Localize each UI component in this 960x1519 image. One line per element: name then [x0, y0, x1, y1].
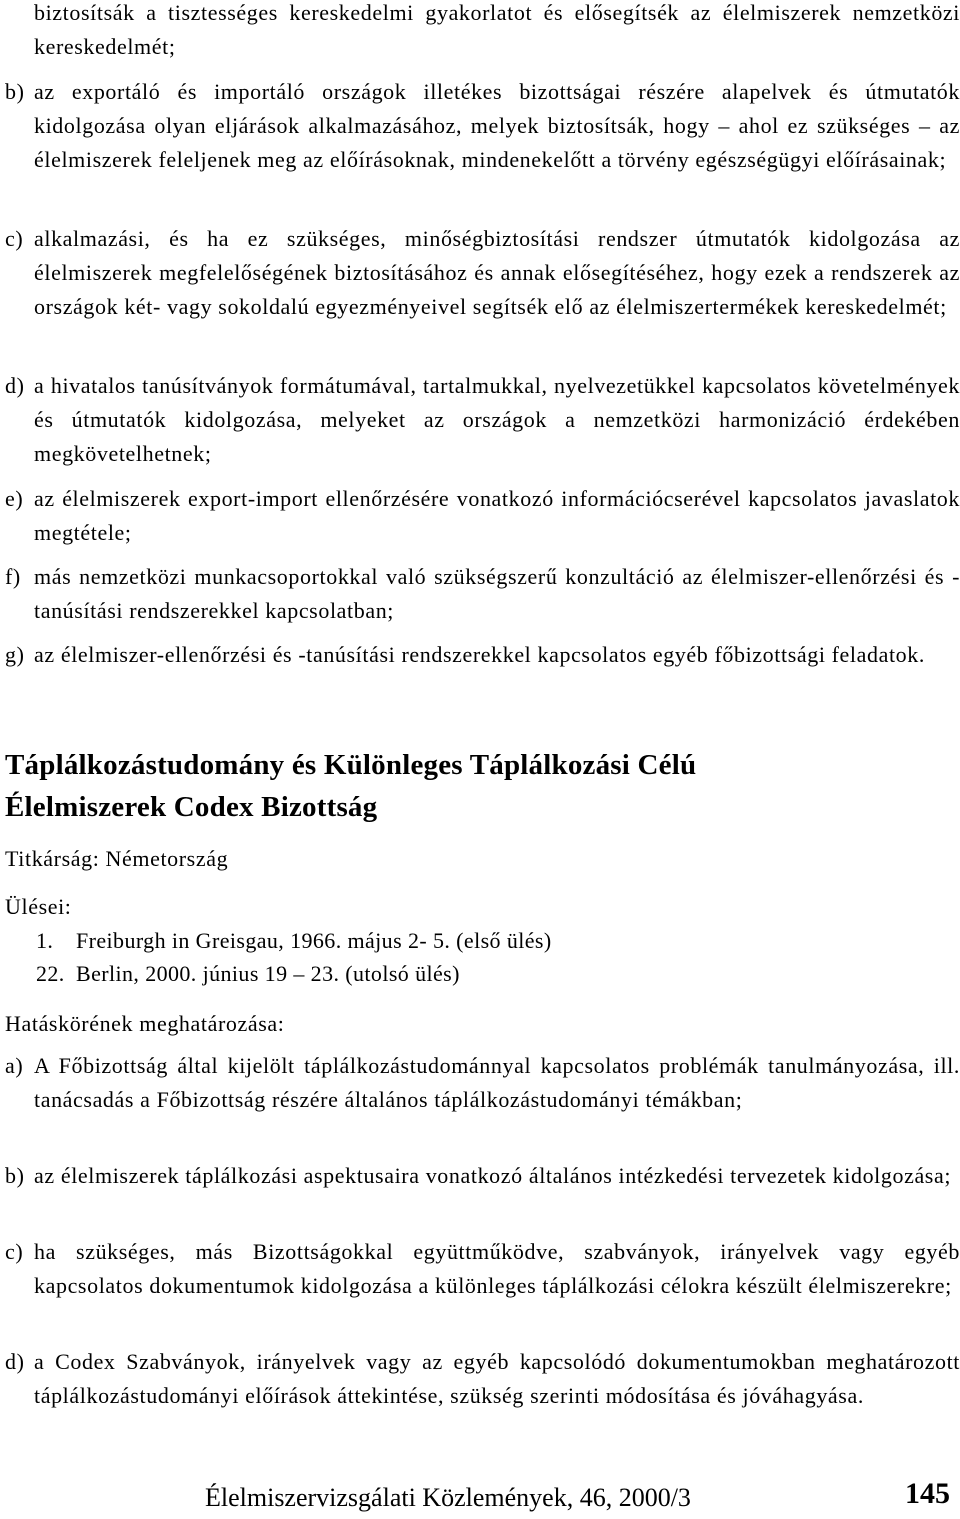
item-label: e) [5, 486, 24, 511]
item-label: d) [5, 373, 25, 398]
secretariat: Titkárság: Németország [5, 846, 229, 871]
session-text: Berlin, 2000. június 19 – 23. (utolsó ülés) [76, 961, 460, 986]
list-item [0, 222, 960, 324]
item-label: b) [5, 79, 25, 104]
item-text: ha szükséges, más Bizottságokkal együttműködve, szabványok, irányelvek vagy egyéb kapcsolatos dokumentumok kidolgozása a különleges táplálkozási célokra készült élelmiszerekre; [34, 1239, 960, 1298]
item-label: b) [5, 1163, 25, 1188]
list-item [0, 75, 960, 177]
session-number: 1. [36, 928, 54, 953]
item-label: c) [5, 226, 24, 251]
item-label: c) [5, 1239, 24, 1264]
scope-item [0, 1049, 960, 1117]
list-continuation [0, 0, 960, 64]
list-item [0, 560, 960, 628]
item-label: g) [5, 642, 25, 667]
section-title-line1: Táplálkozástudomány és Különleges Táplálkozási Célú [5, 749, 697, 781]
item-label: f) [5, 564, 21, 589]
item-text: az élelmiszer-ellenőrzési és -tanúsítási rendszerekkel kapcsolatos egyéb főbizottsági feladatok. [34, 642, 925, 667]
page-number: 145 [905, 1477, 950, 1510]
session-item [36, 924, 552, 958]
session-text: Freiburgh in Greisgau, 1966. május 2- 5. (első ülés) [76, 928, 552, 953]
scope-label: Hatáskörének meghatározása: [5, 1011, 285, 1036]
sessions-label: Ülései: [5, 894, 72, 919]
scope-item [0, 1235, 960, 1303]
item-text: alkalmazási, és ha ez szükséges, minőségbiztosítási rendszer útmutatók kidolgozása az élelmiszerek megfelelőségének biztosításához és annak elősegítéséhez, hogy ezek a rendszerek az országok két- vagy sokoldalú egyezményeivel segítsék elő az élelmiszertermékek kereskedelmét; [34, 226, 960, 319]
item-text: a hivatalos tanúsítványok formátumával, tartalmukkal, nyelvezetükkel kapcsolatos követelmények és útmutatók kidolgozása, melyeket az országok a nemzetközi harmonizáció érdekében megkövetelhetnek; [34, 373, 960, 466]
continuation-text: biztosítsák a tisztességes kereskedelmi gyakorlatot és elősegítsék az élelmiszerek nemzetközi kereskedelmét; [34, 0, 960, 59]
list-item [0, 369, 960, 471]
session-item [36, 957, 460, 991]
list-item [0, 482, 960, 550]
item-text: a Codex Szabványok, irányelvek vagy az egyéb kapcsolódó dokumentumokban meghatározott táplálkozástudományi előírások áttekintése, szükség szerinti módosítása és jóváhagyása. [34, 1349, 960, 1408]
item-label: d) [5, 1349, 25, 1374]
section-title-line2: Élelmiszerek Codex Bizottság [5, 791, 378, 823]
item-text: az exportáló és importáló országok illetékes bizottságai részére alapelvek és útmutatók kidolgozása olyan eljárások alkalmazásához, melyek biztosítsák, hogy – ahol ez szükséges – az élelmiszerek feleljenek meg az előírásoknak, mindenekelőtt a törvény egészségügyi előírásainak; [34, 79, 960, 172]
item-text: az élelmiszerek táplálkozási aspektusaira vonatkozó általános intézkedési tervezetek kidolgozása; [34, 1163, 952, 1188]
scope-item [0, 1345, 960, 1413]
session-number: 22. [36, 961, 65, 986]
journal-footer: Élelmiszervizsgálati Közlemények, 46, 2000/3 [205, 1483, 691, 1512]
item-text: az élelmiszerek export-import ellenőrzésére vonatkozó információcserével kapcsolatos javaslatok megtétele; [34, 486, 960, 545]
scope-item [0, 1159, 960, 1193]
item-label: a) [5, 1053, 24, 1078]
item-text: más nemzetközi munkacsoportokkal való szükségszerű konzultáció az élelmiszer-ellenőrzési és -tanúsítási rendszerekkel kapcsolatban; [34, 564, 960, 623]
item-text: A Főbizottság által kijelölt táplálkozástudománnyal kapcsolatos problémák tanulmányozása, ill. tanácsadás a Főbizottság részére általános táplálkozástudományi témákban; [34, 1053, 960, 1112]
list-item [0, 638, 960, 672]
